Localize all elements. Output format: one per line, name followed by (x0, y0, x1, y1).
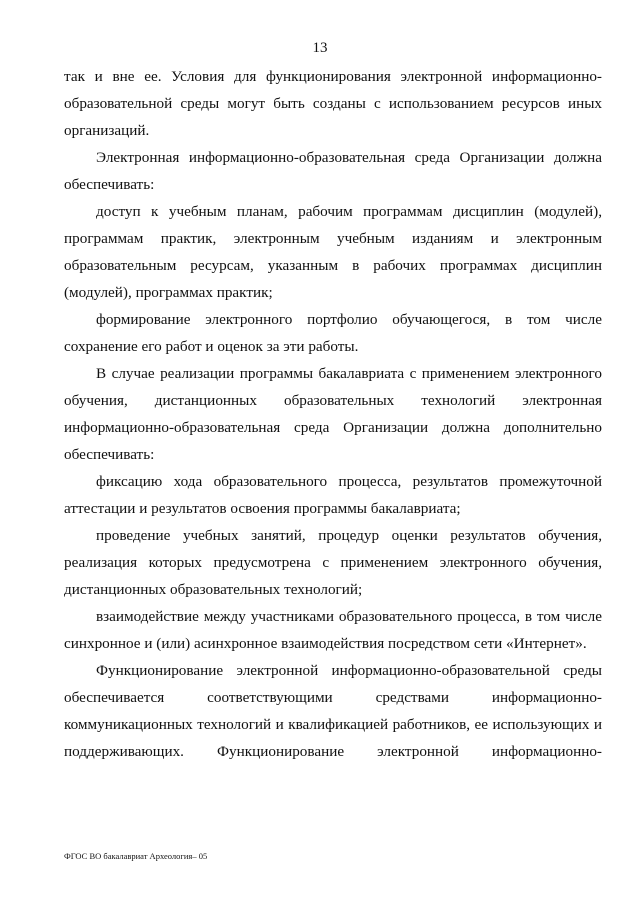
paragraph-interaction-item: взаимодействие между участниками образовательного процесса, в том числе синхронное и (или) асинхронное взаимодействия посредством сети «Интернет». (64, 608, 602, 652)
body-text (64, 63, 602, 765)
paragraph-continuation: так и вне ее. Условия для функционирования электронной информационно-образовательной среды могут быть созданы с использованием ресурсов иных организаций. (64, 68, 602, 139)
paragraph-fixation-item: фиксацию хода образовательного процесса, результатов промежуточной аттестации и результатов освоения программы бакалавриата; (64, 473, 602, 517)
footer-document-id: ФГОС ВО бакалавриат Археология– 05 (64, 851, 208, 861)
paragraph-portfolio-item: формирование электронного портфолио обучающегося, в том числе сохранение его работ и оценок за эти работы. (64, 311, 602, 355)
paragraph-distance-learning-intro: В случае реализации программы бакалавриата с применением электронного обучения, дистанционных образовательных технологий электронная информационно-образовательная среда Организации должна дополнительно обеспечивать: (64, 365, 602, 463)
paragraph-eios-requirements-intro: Электронная информационно-образовательная среда Организации должна обеспечивать: (64, 149, 602, 193)
paragraph-functioning: Функционирование электронной информационно-образовательной среды обеспечивается соответствующими средствами информационно-коммуникационных технологий и квалификацией работников, ее использующих и поддерживающих. Функционирование электронной информационно- (64, 662, 602, 760)
paragraph-lessons-item: проведение учебных занятий, процедур оценки результатов обучения, реализация которых предусмотрена с применением электронного обучения, дистанционных образовательных технологий; (64, 527, 602, 598)
paragraph-access-item: доступ к учебным планам, рабочим программам дисциплин (модулей), программам практик, электронным учебным изданиям и электронным образовательным ресурсам, указанным в рабочих программах дисциплин (модулей), программах практик; (64, 203, 602, 301)
page-number: 13 (312, 40, 328, 56)
